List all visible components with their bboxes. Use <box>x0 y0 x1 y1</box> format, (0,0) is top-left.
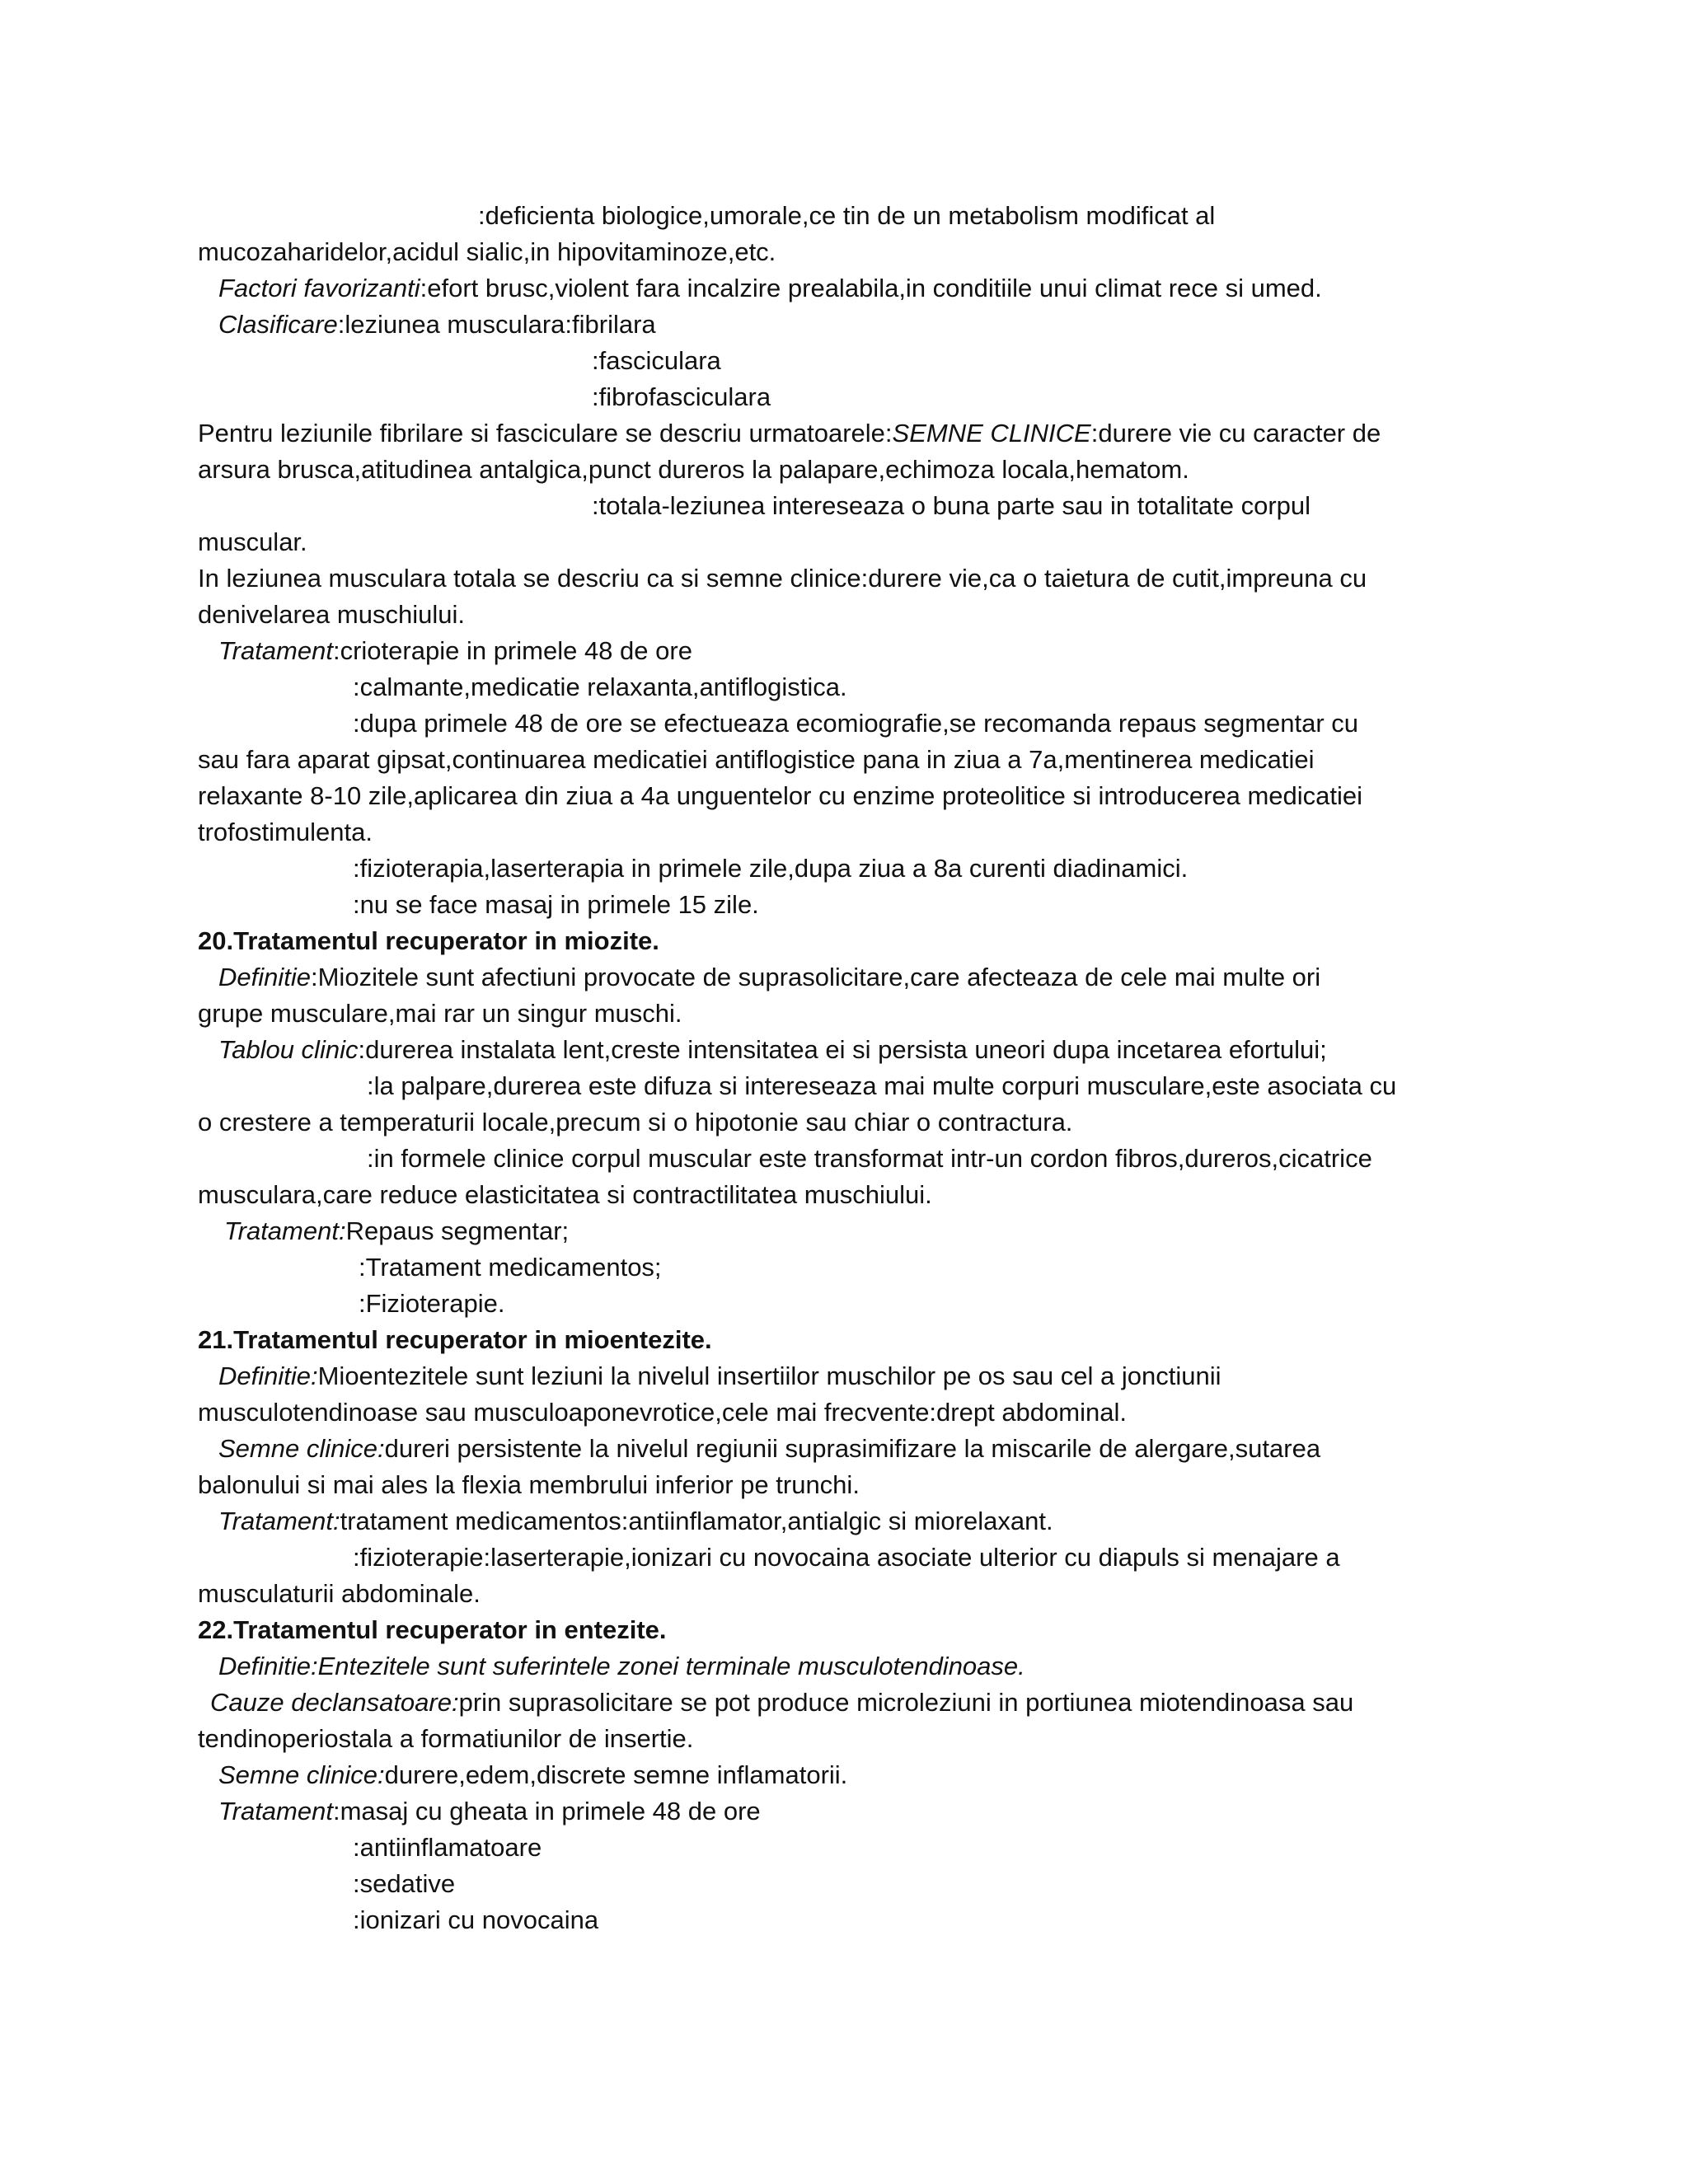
text-run: relaxante 8-10 zile,aplicarea din ziua a 4a unguentelor cu enzime proteolitice si introducerea medicatiei <box>198 781 1363 810</box>
text-line <box>218 307 656 343</box>
text-line <box>198 452 1189 488</box>
text-run: Repaus segmentar; <box>345 1216 570 1245</box>
italic-label: Definitie:Entezitele sunt suferintele zonei terminale musculotendinoase. <box>218 1652 1025 1680</box>
text-line <box>198 524 307 560</box>
text-line <box>198 1721 693 1757</box>
text-line <box>210 1685 1353 1721</box>
text-line <box>359 1286 504 1322</box>
text-run: prin suprasolicitare se pot produce microleziuni in portiunea miotendinoasa sau <box>458 1688 1354 1717</box>
text-run: sau fara aparat gipsat,continuarea medicatiei antiflogistice pana in ziua a 7a,mentinerea medicatiei <box>198 745 1315 774</box>
text-line <box>367 1068 1396 1104</box>
text-run: :durere vie cu caracter de <box>1090 419 1381 448</box>
text-line <box>198 778 1362 814</box>
italic-label: Clasificare <box>218 310 338 339</box>
text-run: :crioterapie in primele 48 de ore <box>332 636 692 665</box>
text-line <box>198 1322 712 1358</box>
italic-label: Semne clinice: <box>218 1434 385 1463</box>
text-line <box>198 1104 1072 1141</box>
text-line <box>224 1213 569 1249</box>
text-run: musculaturii abdominale. <box>198 1579 481 1608</box>
text-run: arsura brusca,atitudinea antalgica,punct dureros la palapare,echimoza locala,hematom. <box>198 455 1189 484</box>
text-run: In leziunea musculara totala se descriu ca si semne clinice:durere vie,ca o taietura de cutit,impreuna cu <box>198 564 1367 593</box>
text-line <box>353 1902 598 1938</box>
text-run: :totala-leziunea intereseaza o buna parte sau in totalitate corpul <box>592 491 1311 520</box>
text-line <box>218 1503 1053 1540</box>
text-line <box>353 887 759 923</box>
text-line <box>198 1612 667 1648</box>
text-line <box>218 633 692 669</box>
text-line <box>198 560 1367 597</box>
italic-label: Factori favorizanti <box>218 274 420 302</box>
text-run: musculotendinoase sau musculoaponevrotice,cele mai frecvente:drept abdominal. <box>198 1398 1127 1427</box>
text-run: mucozaharidelor,acidul sialic,in hipovitaminoze,etc. <box>198 237 776 266</box>
text-run: tratament medicamentos:antiinflamator,antialgic si miorelaxant. <box>340 1507 1053 1535</box>
text-line <box>198 814 373 851</box>
text-line <box>592 343 721 379</box>
text-run: :in formele clinice corpul muscular este transformat intr-un cordon fibros,dureros,cicatrice <box>367 1144 1372 1173</box>
text-run: :antiinflamatoare <box>353 1833 542 1862</box>
text-line <box>218 1032 1327 1068</box>
text-run: :Tratament medicamentos; <box>359 1253 662 1282</box>
text-run: :efort brusc,violent fara incalzire prealabila,in conditiile unui climat rece si umed. <box>420 274 1322 302</box>
text-line <box>198 1467 860 1503</box>
text-line <box>367 1141 1372 1177</box>
section-heading: 20.Tratamentul recuperator in miozite. <box>198 926 659 955</box>
text-line <box>198 1177 932 1213</box>
italic-label: Tratament: <box>224 1216 346 1245</box>
italic-label: Tratament <box>218 636 333 665</box>
italic-label: Tratament: <box>218 1507 340 1535</box>
italic-label: SEMNE CLINICE <box>892 419 1091 448</box>
text-run: :fizioterapie:laserterapie,ionizari cu novocaina asociate ulterior cu diapuls si menajare a <box>353 1543 1340 1572</box>
text-run: muscular. <box>198 527 307 556</box>
text-line <box>198 742 1314 778</box>
text-line <box>592 379 771 415</box>
italic-label: Definitie <box>218 963 311 991</box>
text-run: denivelarea muschiului. <box>198 600 465 629</box>
section-heading: 21.Tratamentul recuperator in mioentezite. <box>198 1325 712 1354</box>
text-line <box>353 705 1358 742</box>
text-line <box>353 669 847 705</box>
text-line <box>198 234 776 270</box>
text-run: :sedative <box>353 1869 456 1898</box>
italic-label: Tratament <box>218 1797 333 1825</box>
text-run: :la palpare,durerea este difuza si intereseaza mai multe corpuri musculare,este asociata cu <box>367 1071 1397 1100</box>
italic-label: Semne clinice: <box>218 1760 385 1789</box>
text-run: trofostimulenta. <box>198 818 373 846</box>
text-line <box>478 198 1215 234</box>
text-run: Mioentezitele sunt leziuni la nivelul insertiilor muschilor pe os sau cel a jonctiunii <box>317 1361 1221 1390</box>
text-line <box>198 1394 1127 1431</box>
text-run: tendinoperiostala a formatiunilor de insertie. <box>198 1724 694 1753</box>
text-run: :fibrofasciculara <box>592 382 771 411</box>
text-run: :Miozitele sunt afectiuni provocate de suprasolicitare,care afecteaza de cele mai multe ori <box>311 963 1321 991</box>
text-line <box>218 1757 847 1793</box>
text-run: musculara,care reduce elasticitatea si contractilitatea muschiului. <box>198 1180 932 1209</box>
text-line <box>198 923 659 959</box>
text-run: dureri persistente la nivelul regiunii suprasimifizare la miscarile de alergare,sutarea <box>384 1434 1321 1463</box>
text-line <box>592 488 1311 524</box>
text-line <box>198 996 682 1032</box>
text-line <box>218 1358 1221 1394</box>
text-run: :durerea instalata lent,creste intensitatea ei si persista uneori dupa incetarea efortului; <box>358 1035 1327 1064</box>
text-run: o crestere a temperaturii locale,precum si o hipotonie sau chiar o contractura. <box>198 1108 1073 1137</box>
section-heading: 22.Tratamentul recuperator in entezite. <box>198 1615 667 1644</box>
text-run: balonului si mai ales la flexia membrului inferior pe trunchi. <box>198 1470 860 1499</box>
text-line <box>353 1830 542 1866</box>
text-line <box>218 1793 761 1830</box>
text-line <box>353 1540 1340 1576</box>
text-line <box>359 1249 662 1286</box>
text-run: :Fizioterapie. <box>359 1289 505 1318</box>
text-line <box>218 1648 1025 1685</box>
text-line <box>218 270 1322 307</box>
text-run: :calmante,medicatie relaxanta,antiflogistica. <box>353 673 847 701</box>
text-run: :ionizari cu novocaina <box>353 1905 599 1934</box>
text-run: durere,edem,discrete semne inflamatorii. <box>384 1760 848 1789</box>
text-line <box>198 597 465 633</box>
text-line <box>353 851 1188 887</box>
text-line <box>198 415 1381 452</box>
text-run: :nu se face masaj in primele 15 zile. <box>353 890 759 919</box>
text-run: :masaj cu gheata in primele 48 de ore <box>332 1797 761 1825</box>
text-line <box>218 1431 1320 1467</box>
italic-label: Definitie: <box>218 1361 318 1390</box>
text-run: :deficienta biologice,umorale,ce tin de un metabolism modificat al <box>478 201 1216 230</box>
text-line <box>218 959 1320 996</box>
text-line <box>353 1866 455 1902</box>
text-run: grupe musculare,mai rar un singur muschi. <box>198 999 682 1028</box>
text-run: :fizioterapia,laserterapia in primele zile,dupa ziua a 8a curenti diadinamici. <box>353 854 1189 883</box>
italic-label: Tablou clinic <box>218 1035 359 1064</box>
text-run: :dupa primele 48 de ore se efectueaza ecomiografie,se recomanda repaus segmentar cu <box>353 709 1359 738</box>
text-run: Pentru leziunile fibrilare si fasciculare se descriu urmatoarele: <box>198 419 893 448</box>
text-line <box>198 1576 481 1612</box>
text-run: :leziunea musculara:fibrilara <box>337 310 656 339</box>
text-run: :fasciculara <box>592 346 721 375</box>
italic-label: Cauze declansatoare: <box>210 1688 459 1717</box>
